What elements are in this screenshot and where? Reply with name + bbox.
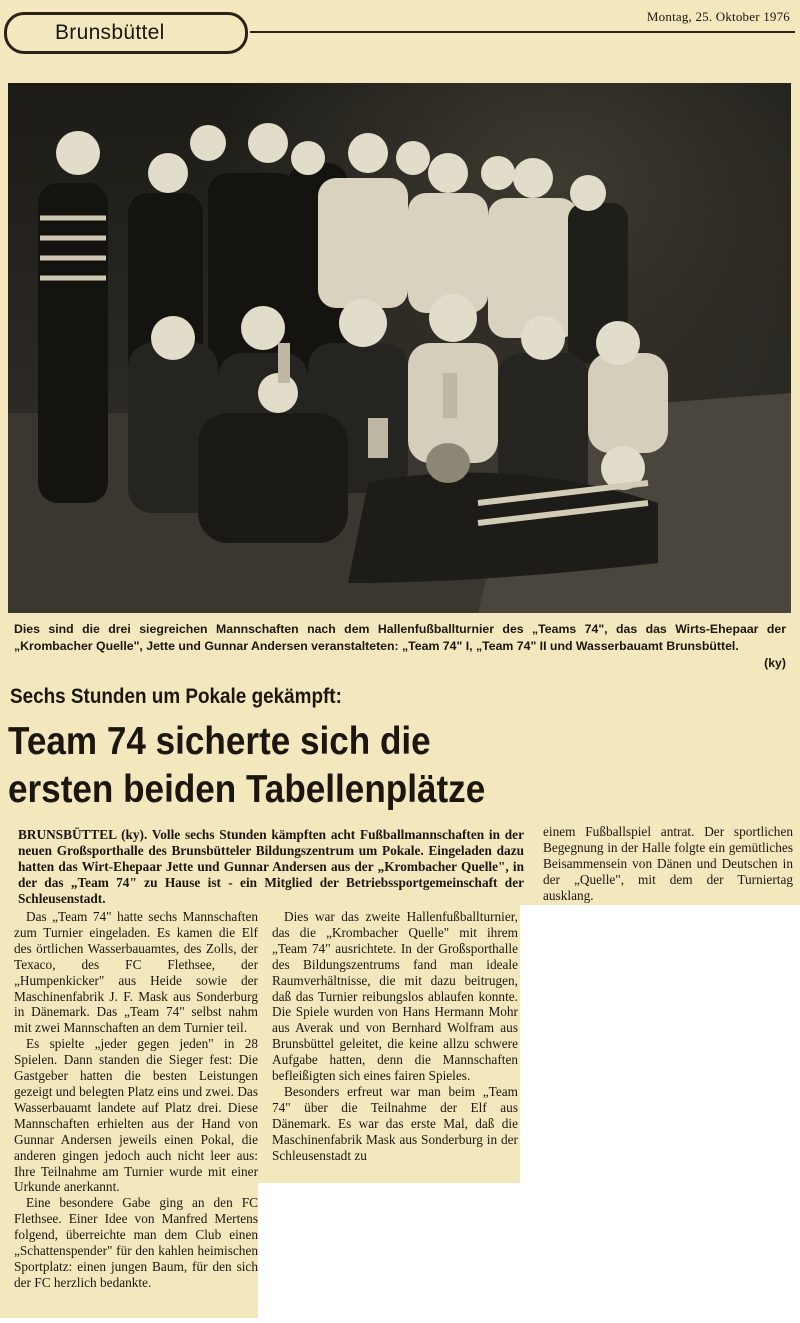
caption-credit: (ky) — [764, 656, 786, 670]
paragraph: Es spielte „jeder gegen jeden" in 28 Spielen. Dann standen die Sieger fest: Die Gastgeber hatten die besten Leistungen gezeigt und belegten Platz eins und zwei. Das Wasserbauamt landete auf Platz drei. Diese Mannschaften erhielten aus der Hand von Gunnar Andersen jeweils einen Pokal, die anderen gingen jedoch auch nicht leer aus: Ihre Teilnahme am Turnier wurde mit einer Urkunde anerkannt. — [14, 1036, 258, 1195]
photo-caption — [14, 621, 786, 672]
paragraph: Besonders erfreut war man beim „Team 74" über die Teilnahme der Elf aus Dänemark. Es war das erste Mal, daß die Maschinenfabrik Mask aus Sonderburg in der Schleusenstadt zu — [272, 1083, 518, 1163]
article-kicker: Sechs Stunden um Pokale gekämpft: — [10, 685, 342, 708]
photo-illustration — [8, 83, 791, 613]
clipping-cutout-edge — [0, 1318, 258, 1323]
article-column-2 — [272, 909, 518, 1164]
dateline: BRUNSBÜTTEL (ky). — [18, 827, 148, 842]
paragraph: Das „Team 74" hatte sechs Mannschaften zum Turnier eingeladen. Es kamen die Elf des örtlichen Wasserbauamtes, des Zolls, der Texaco, des FC Flethsee, der „Humpenkicker" aus Heide sowie der Maschinenfabrik J. F. Mask aus Sonderburg in Dänemark. Das „Team 74" selbst nahm mit zwei Mannschaften an dem Turnier teil. — [14, 909, 258, 1036]
issue-date: Montag, 25. Oktober 1976 — [646, 9, 790, 24]
paragraph: Dies war das zweite Hallenfußballturnier, das die „Krombacher Quelle" mit ihrem „Team 74" ausrichtete. In der Großsporthalle des Bildungszentrums fand man ideale Raumverhältnisse, die mit dazu beitrugen, daß das Turnier reibungslos ablaufen konnte. Die Spiele wurden von Hans Hermann Mohr aus Averak und von Bernhard Wolfram aus Brunsbüttel geleitet, die keine allzu schwere Aufgabe hatten, denn die Mannschaften befleißigten sich eines fairen Spieles. — [272, 909, 518, 1084]
paragraph: einem Fußballspiel antrat. Der sportlichen Begegnung in der Halle folgte ein gemütliches Beisammensein von Dänen und Deutschen in der „Quelle", mit dem der Turniertag ausklang. — [543, 824, 793, 903]
headline-line-2: ersten beiden Tabellenplätze — [8, 768, 486, 811]
lead-text: Volle sechs Stunden kämpften acht Fußballmannschaften in der neuen Großsporthalle des Brunsbütteler Bildungszentrum um Pokale. Eingeladen dazu hatten das Wirt-Ehepaar Jette und Gunnar Andersen aus der „Krombacher Quelle", in der das „Team 74" zu Hause ist - ein Mitglied der Betriebssportgemeinschaft der Schleusenstadt. — [18, 827, 524, 906]
headline-line-1: Team 74 sicherte sich die — [8, 720, 431, 763]
location-label: Brunsbüttel — [4, 12, 248, 54]
clipping-cutout-right — [520, 905, 800, 1323]
article-column-3 — [543, 824, 793, 904]
clipping-cutout-bottom — [258, 1183, 520, 1323]
article-column-1 — [14, 909, 258, 1291]
paragraph: Eine besondere Gabe ging an den FC Flethsee. Einer Idee von Manfred Mertens folgend, überreichte man dem Club einen „Schattenspender" für den kahlen heimischen Sportplatz: einen jungen Baum, für den sich der FC herzlich bedankte. — [14, 1195, 258, 1290]
article-lead — [18, 827, 524, 907]
team-group-photo — [8, 83, 791, 613]
caption-text: Dies sind die drei siegreichen Mannschaften nach dem Hallenfußballturnier des „Teams 74", das das Wirts-Ehepaar der „Krombacher Quelle", Jette und Gunnar Andersen veranstalteten: „Team 74" I, „Team 74" II und Wasserbauamt Brunsbüttel. — [14, 622, 786, 653]
header-rule — [250, 31, 795, 33]
article-headline — [8, 718, 638, 814]
